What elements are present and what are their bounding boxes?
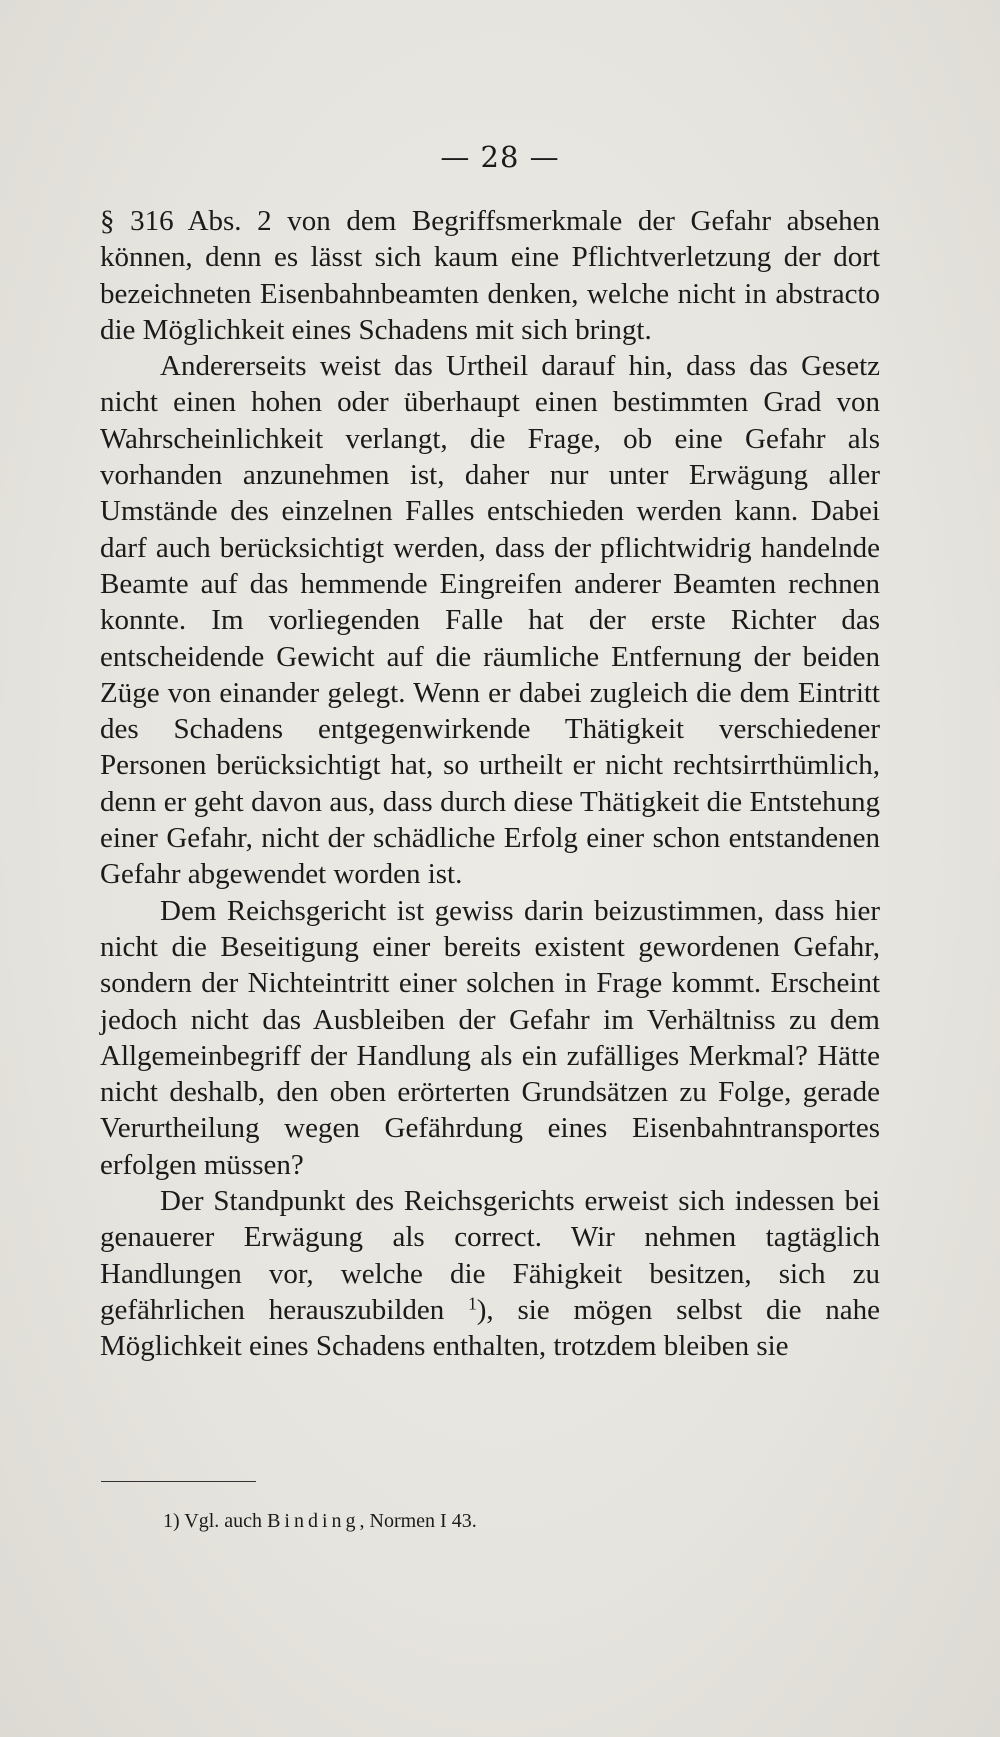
paragraph-1: § 316 Abs. 2 von dem Begriffsmerkmale der Gefahr absehen können, denn es lässt sich kaum eine Pflichtverletzung der dort bezeichneten Eisenbahnbeamten denken, welche nicht in abstracto die Möglichkeit eines Schadens mit sich bringt. (100, 205, 880, 346)
paragraph-4-text: Der Standpunkt des Reichsgerichts erweist sich indessen bei genauerer Erwägung als correct. Wir nehmen tagtäglich Handlungen vor, welche die Fähigkeit besitzen, sich zu gefährlichen herauszubilden (100, 1185, 880, 1326)
body-text (100, 203, 880, 1365)
paragraph-2: Andererseits weist das Urtheil darauf hin, dass das Gesetz nicht einen hohen oder überhaupt einen bestimmten Grad von Wahrscheinlichkeit verlangt, die Frage, ob eine Gefahr als vorhanden anzunehmen ist, daher nur unter Erwägung aller Umstände des einzelnen Falles entschieden werden kann. Dabei darf auch berücksichtigt werden, dass der pflichtwidrig handelnde Beamte auf das hemmende Eingreifen anderer Beamten rechnen konnte. Im vorliegenden Falle hat der erste Richter das entscheidende Gewicht auf die räumliche Entfernung der beiden Züge von einander gelegt. Wenn er dabei zugleich die dem Eintritt des Schadens entgegenwirkende Thätigkeit verschiedener Personen berücksichtigt hat, so urtheilt er nicht rechtsirrthümlich, denn er geht davon aus, dass durch diese Thätigkeit die Entstehung einer Gefahr, nicht der schädliche Erfolg einer schon entstandenen Gefahr abgewendet worden ist. (100, 350, 880, 891)
footnote-divider (101, 1481, 256, 1482)
footnote-reference: 1 (468, 1293, 477, 1314)
footnote-prefix: 1) Vgl. auch (163, 1510, 263, 1532)
footnote (163, 1508, 477, 1534)
footnote-author: Binding (267, 1510, 360, 1532)
paragraph-3: Dem Reichsgericht ist gewiss darin beizustimmen, dass hier nicht die Beseitigung einer bereits existent gewordenen Gefahr, sondern der Nichteintritt einer solchen in Frage kommt. Erscheint jedoch nicht das Ausbleiben der Gefahr im Verhältniss zu dem Allgemeinbegriff der Handlung als ein zufälliges Merkmal? Hätte nicht deshalb, den oben erörterten Grundsätzen zu Folge, gerade Verurtheilung wegen Gefährdung eines Eisenbahntransportes erfolgen müssen? (100, 894, 880, 1181)
paragraph-4 (100, 1183, 880, 1364)
paragraph-4-continuation: ), sie mögen selbst die nahe Möglichkeit eines Schadens enthalten, trotzdem bleiben sie (100, 1293, 881, 1363)
footnote-suffix: , Normen I 43. (359, 1510, 477, 1532)
page-number: — 28 — (440, 140, 560, 174)
